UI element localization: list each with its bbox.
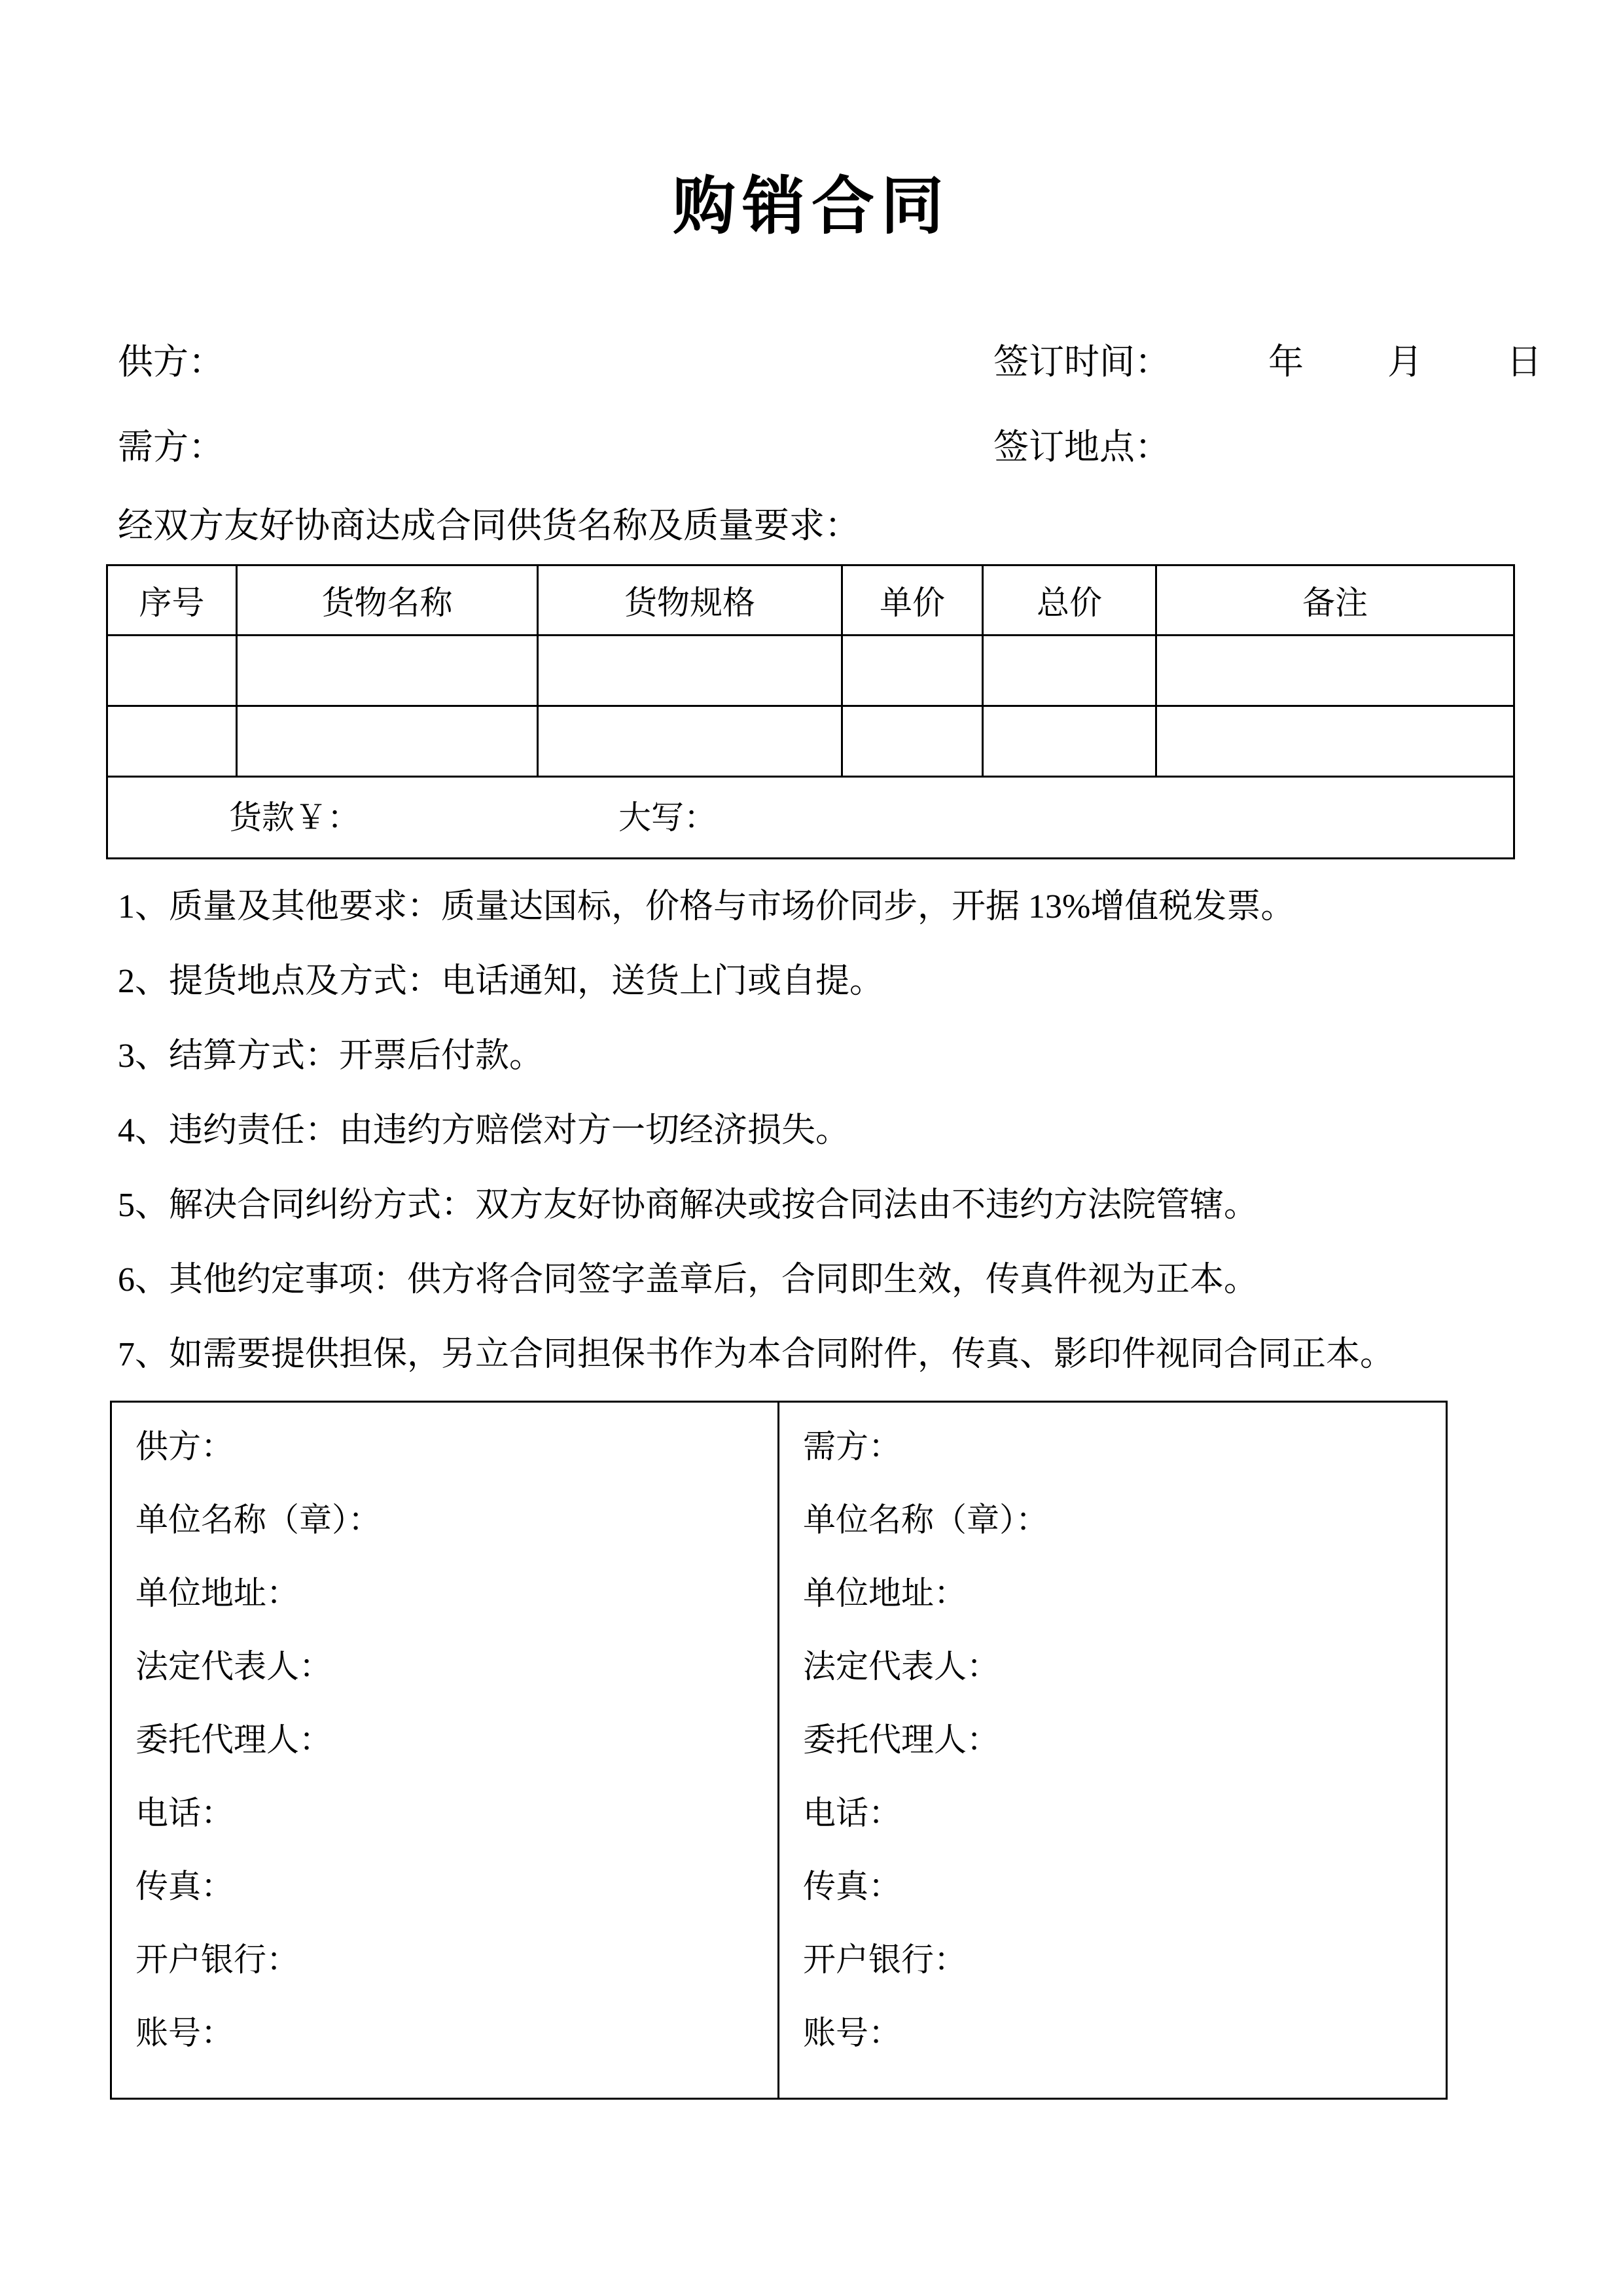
buyer-legal-rep[interactable]: 法定代表人： (803, 1648, 999, 1685)
header-row-buyer-place (118, 424, 1518, 470)
clause-item-5: 5、解决合同纠纷方式：双方友好协商解决或按合同法由不违约方法院管辖。 (118, 1187, 1258, 1224)
column-header-total-price: 总价 (983, 565, 1156, 636)
table-header-row (107, 565, 1514, 636)
supplier-agent[interactable]: 委托代理人： (135, 1721, 332, 1758)
table-total-row (107, 777, 1514, 859)
supplier-account[interactable]: 账号： (135, 2015, 234, 2051)
buyer-account[interactable]: 账号： (803, 2015, 901, 2051)
total-amount-label: 货款￥： (229, 799, 360, 836)
year-unit: 年 (1268, 342, 1304, 382)
buyer-party-label: 需方： (803, 1428, 901, 1465)
sign-place-label: 签订地点： (993, 427, 1170, 467)
day-unit: 日 (1507, 342, 1542, 382)
column-header-remark: 备注 (1156, 565, 1514, 636)
cell-spec[interactable] (538, 636, 842, 706)
cell-name[interactable] (237, 636, 538, 706)
buyer-agent[interactable]: 委托代理人： (803, 1721, 999, 1758)
sign-date-label: 签订时间： (993, 342, 1170, 382)
supplier-address[interactable]: 单位地址： (135, 1575, 299, 1611)
goods-table (106, 564, 1515, 859)
supplier-bank[interactable]: 开户银行： (135, 1941, 299, 1978)
supplier-legal-rep[interactable]: 法定代表人： (135, 1648, 332, 1685)
cell-name[interactable] (237, 706, 538, 777)
total-row-inner (108, 778, 1513, 857)
cell-unit-price[interactable] (842, 706, 983, 777)
page-title: 购销合同 (673, 171, 950, 242)
cell-remark[interactable] (1156, 636, 1514, 706)
buyer-fax[interactable]: 传真： (803, 1868, 901, 1905)
total-row-cell (107, 777, 1514, 859)
month-unit: 月 (1387, 342, 1423, 382)
column-header-name: 货物名称 (237, 565, 538, 636)
total-words-label: 大写： (618, 799, 717, 836)
cell-unit-price[interactable] (842, 636, 983, 706)
header-row-supplier-date (118, 339, 1542, 385)
sign-date-group (993, 339, 1542, 385)
table-row[interactable] (107, 636, 1514, 706)
clause-item-6: 6、其他约定事项：供方将合同签字盖章后，合同即生效，传真件视为正本。 (118, 1261, 1258, 1299)
column-header-spec: 货物规格 (538, 565, 842, 636)
clause-item-2: 2、提货地点及方式：电话通知，送货上门或自提。 (118, 963, 884, 1000)
cell-spec[interactable] (538, 706, 842, 777)
cell-index[interactable] (107, 636, 237, 706)
buyer-company-name[interactable]: 单位名称（章）： (803, 1501, 1048, 1538)
supplier-phone[interactable]: 电话： (135, 1795, 234, 1831)
buyer-bank[interactable]: 开户银行： (803, 1941, 967, 1978)
column-header-unit-price: 单价 (842, 565, 983, 636)
intro-text: 经双方友好协商达成合同供货名称及质量要求： (118, 506, 860, 545)
supplier-label: 供方： (118, 342, 224, 382)
clause-item-1: 1、质量及其他要求：质量达国标，价格与市场价同步，开据 13%增值税发票。 (118, 888, 1295, 925)
supplier-party-label: 供方： (135, 1428, 234, 1465)
clause-item-7: 7、如需要提供担保，另立合同担保书作为本合同附件，传真、影印件视同合同正本。 (118, 1336, 1395, 1373)
clause-item-3: 3、结算方式：开票后付款。 (118, 1037, 544, 1075)
cell-index[interactable] (107, 706, 237, 777)
signature-column-buyer (779, 1403, 1448, 2098)
supplier-company-name[interactable]: 单位名称（章）： (135, 1501, 381, 1538)
cell-total-price[interactable] (983, 706, 1156, 777)
signature-column-supplier (112, 1403, 779, 2098)
clause-list (118, 886, 1531, 1408)
supplier-fax[interactable]: 传真： (135, 1868, 234, 1905)
buyer-phone[interactable]: 电话： (803, 1795, 901, 1831)
clause-item-4: 4、违约责任：由违约方赔偿对方一切经济损失。 (118, 1112, 850, 1149)
buyer-address[interactable]: 单位地址： (803, 1575, 967, 1611)
buyer-label: 需方： (118, 427, 224, 467)
cell-remark[interactable] (1156, 706, 1514, 777)
column-header-index: 序号 (107, 565, 237, 636)
signature-box (110, 1401, 1448, 2100)
cell-total-price[interactable] (983, 636, 1156, 706)
table-row[interactable] (107, 706, 1514, 777)
